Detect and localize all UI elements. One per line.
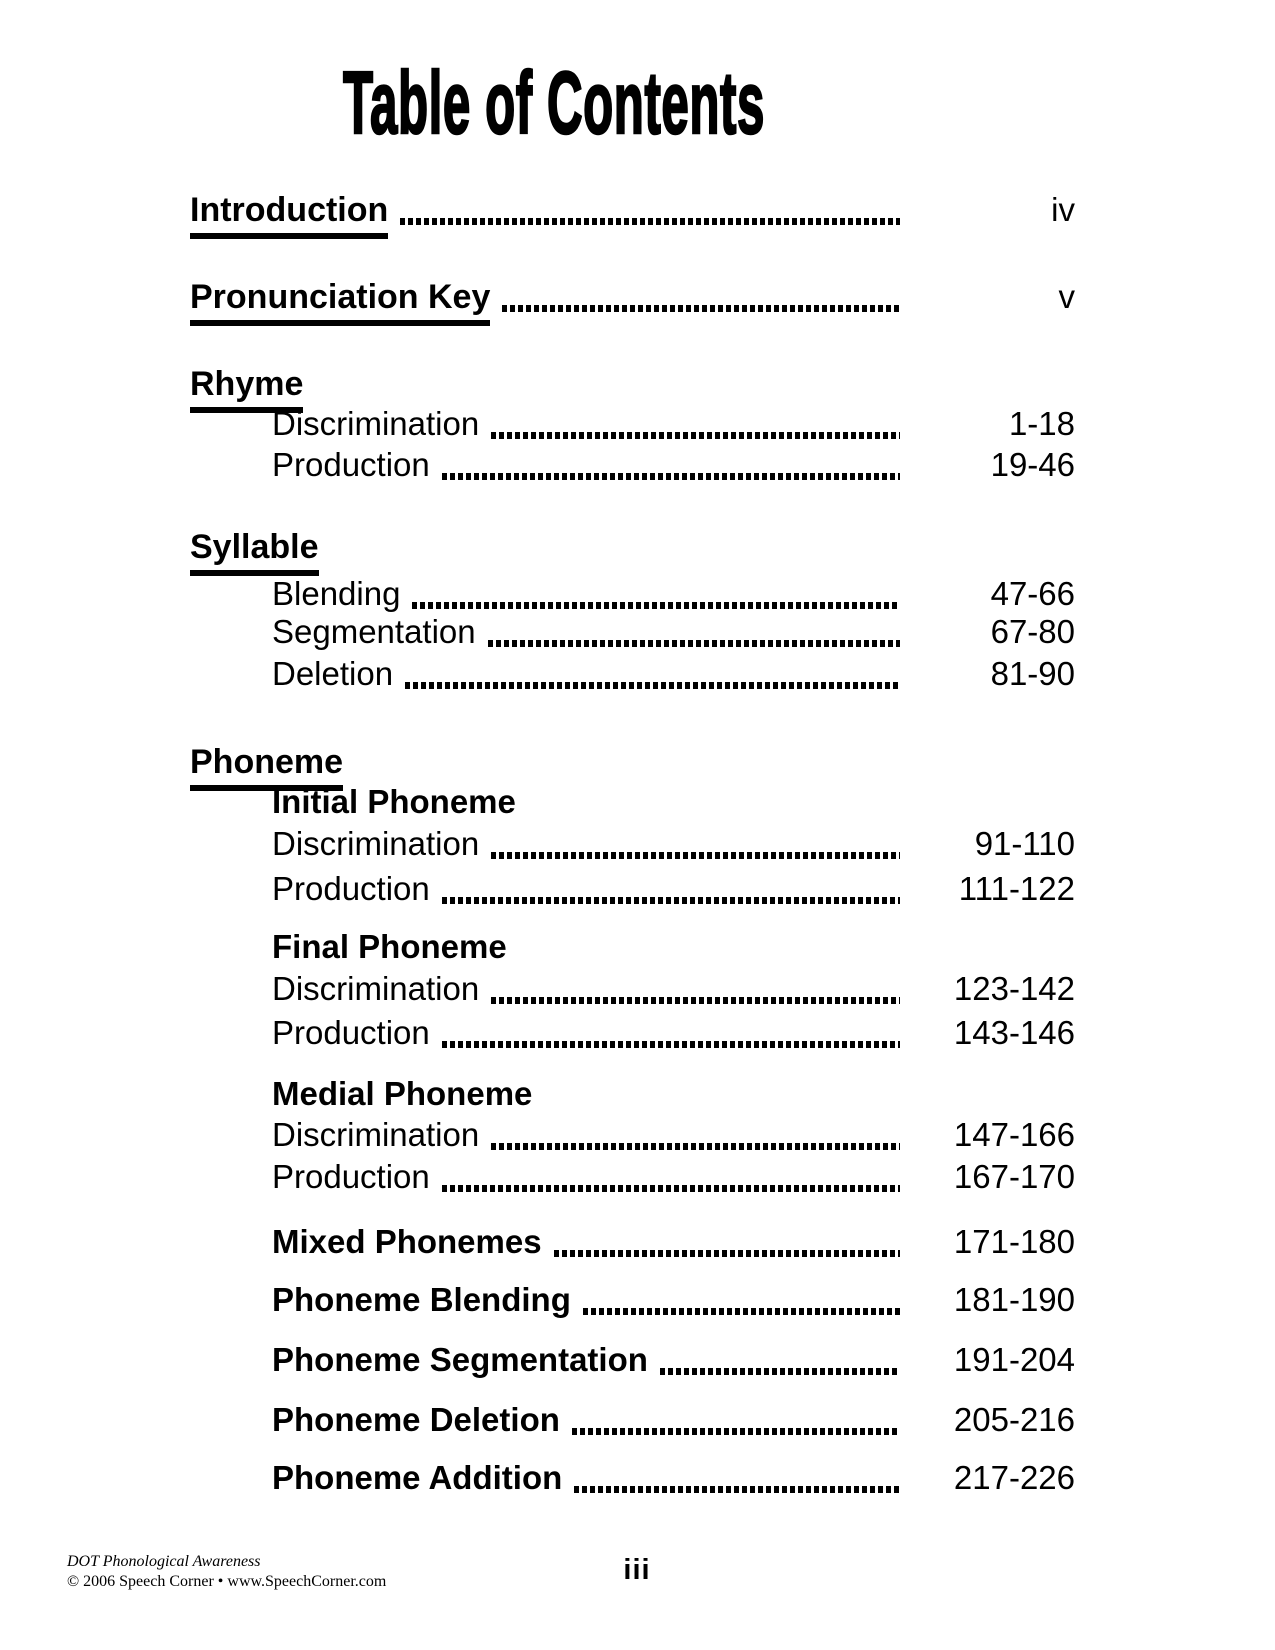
footer-book-title: DOT Phonological Awareness: [67, 1553, 261, 1570]
toc-row-rhyme: [190, 363, 1075, 405]
dot-leader: [502, 305, 900, 312]
toc-entry-label: Blending: [272, 575, 401, 612]
toc-row-phoneme-deletion: [272, 1399, 1075, 1441]
toc-entry-label: Production: [272, 1158, 430, 1195]
toc-pages: 111-122: [958, 870, 1075, 907]
toc-entry-label: Phoneme Segmentation: [272, 1341, 648, 1378]
toc-pages: iv: [1051, 191, 1075, 228]
dot-leader: [572, 1428, 900, 1435]
toc-pages: 81-90: [990, 655, 1075, 692]
toc-pages: 167-170: [953, 1158, 1075, 1195]
dot-leader: [442, 473, 900, 480]
toc-section-label: Pronunciation Key: [190, 276, 490, 326]
dot-leader: [442, 897, 900, 904]
toc-row-final-production: [272, 1012, 1075, 1054]
dot-leader: [405, 682, 900, 689]
toc-row-syllable-segmentation: [272, 611, 1075, 653]
toc-row-initial-production: [272, 868, 1075, 910]
toc-row-initial-phoneme: [272, 781, 1075, 823]
toc-row-medial-production: [272, 1156, 1075, 1198]
toc-entry-label: Production: [272, 446, 430, 483]
toc-pages: v: [1058, 278, 1075, 315]
toc-row-medial-discrimination: [272, 1114, 1075, 1156]
toc-pages: 19-46: [990, 446, 1075, 483]
page-footer: [67, 1552, 386, 1592]
toc-pages: 1-18: [1008, 405, 1075, 442]
toc-pages: 171-180: [953, 1223, 1075, 1260]
toc-row-initial-discrimination: [272, 823, 1075, 865]
toc-pages: 181-190: [953, 1281, 1075, 1318]
dot-leader: [412, 602, 900, 609]
toc-subheading-label: Final Phoneme: [272, 928, 507, 965]
toc-pages: 67-80: [990, 613, 1075, 650]
toc-row-final-discrimination: [272, 968, 1075, 1010]
toc-pages: 143-146: [953, 1014, 1075, 1051]
dot-leader: [491, 997, 900, 1004]
page-title: Table of Contents: [343, 53, 766, 152]
toc-section-label: Rhyme: [190, 363, 303, 413]
toc-entry-label: Production: [272, 870, 430, 907]
toc-entry-label: Segmentation: [272, 613, 476, 650]
toc-pages: 217-226: [953, 1459, 1075, 1496]
toc-pages: 147-166: [953, 1116, 1075, 1153]
toc-entry-label: Phoneme Deletion: [272, 1401, 560, 1438]
dot-leader: [442, 1185, 900, 1192]
toc-row-syllable-blending: [272, 573, 1075, 615]
toc-row-mixed-phonemes: [272, 1221, 1075, 1263]
toc-entry-label: Discrimination: [272, 1116, 480, 1153]
toc-row-phoneme-blending: [272, 1279, 1075, 1321]
toc-entry-label: Phoneme Blending: [272, 1281, 571, 1318]
toc-row-phoneme: [190, 741, 1075, 783]
toc-entry-label: Mixed Phonemes: [272, 1223, 542, 1260]
dot-leader: [660, 1368, 900, 1375]
toc-entry-label: Deletion: [272, 655, 394, 692]
toc-section-label: Introduction: [190, 189, 388, 239]
toc-row-phoneme-segmentation: [272, 1339, 1075, 1381]
toc-pages: 123-142: [953, 970, 1075, 1007]
dot-leader: [488, 640, 900, 647]
dot-leader: [491, 852, 900, 859]
toc-entry-label: Discrimination: [272, 405, 480, 442]
toc-row-phoneme-addition: [272, 1457, 1075, 1499]
toc-row-medial-phoneme: [272, 1073, 1075, 1115]
toc-section-label: Phoneme: [190, 741, 343, 791]
dot-leader: [583, 1308, 900, 1315]
toc-pages: 91-110: [974, 825, 1075, 862]
toc-row-rhyme-production: [272, 444, 1075, 486]
toc-row-syllable-deletion: [272, 653, 1075, 695]
toc-entry-label: Discrimination: [272, 970, 480, 1007]
toc-row-pronunciation-key: [190, 276, 1075, 318]
toc-entry-label: Discrimination: [272, 825, 480, 862]
toc-entry-label: Production: [272, 1014, 430, 1051]
toc-row-syllable: [190, 526, 1075, 568]
toc-pages: 191-204: [953, 1341, 1075, 1378]
dot-leader: [491, 1143, 900, 1150]
toc-section-label: Syllable: [190, 526, 319, 576]
page-number: iii: [623, 1554, 651, 1586]
toc-subheading-label: Initial Phoneme: [272, 783, 516, 820]
toc-pages: 47-66: [990, 575, 1075, 612]
dot-leader: [554, 1250, 900, 1257]
toc-row-introduction: [190, 189, 1075, 231]
toc-row-rhyme-discrimination: [272, 403, 1075, 445]
dot-leader: [400, 218, 900, 225]
toc-row-final-phoneme: [272, 926, 1075, 968]
dot-leader: [442, 1041, 900, 1048]
footer-copyright: © 2006 Speech Corner • www.SpeechCorner.com: [67, 1573, 387, 1590]
dot-leader: [491, 432, 900, 439]
dot-leader: [574, 1486, 900, 1493]
toc-pages: 205-216: [953, 1401, 1075, 1438]
toc-entry-label: Phoneme Addition: [272, 1459, 563, 1496]
toc-subheading-label: Medial Phoneme: [272, 1075, 533, 1112]
